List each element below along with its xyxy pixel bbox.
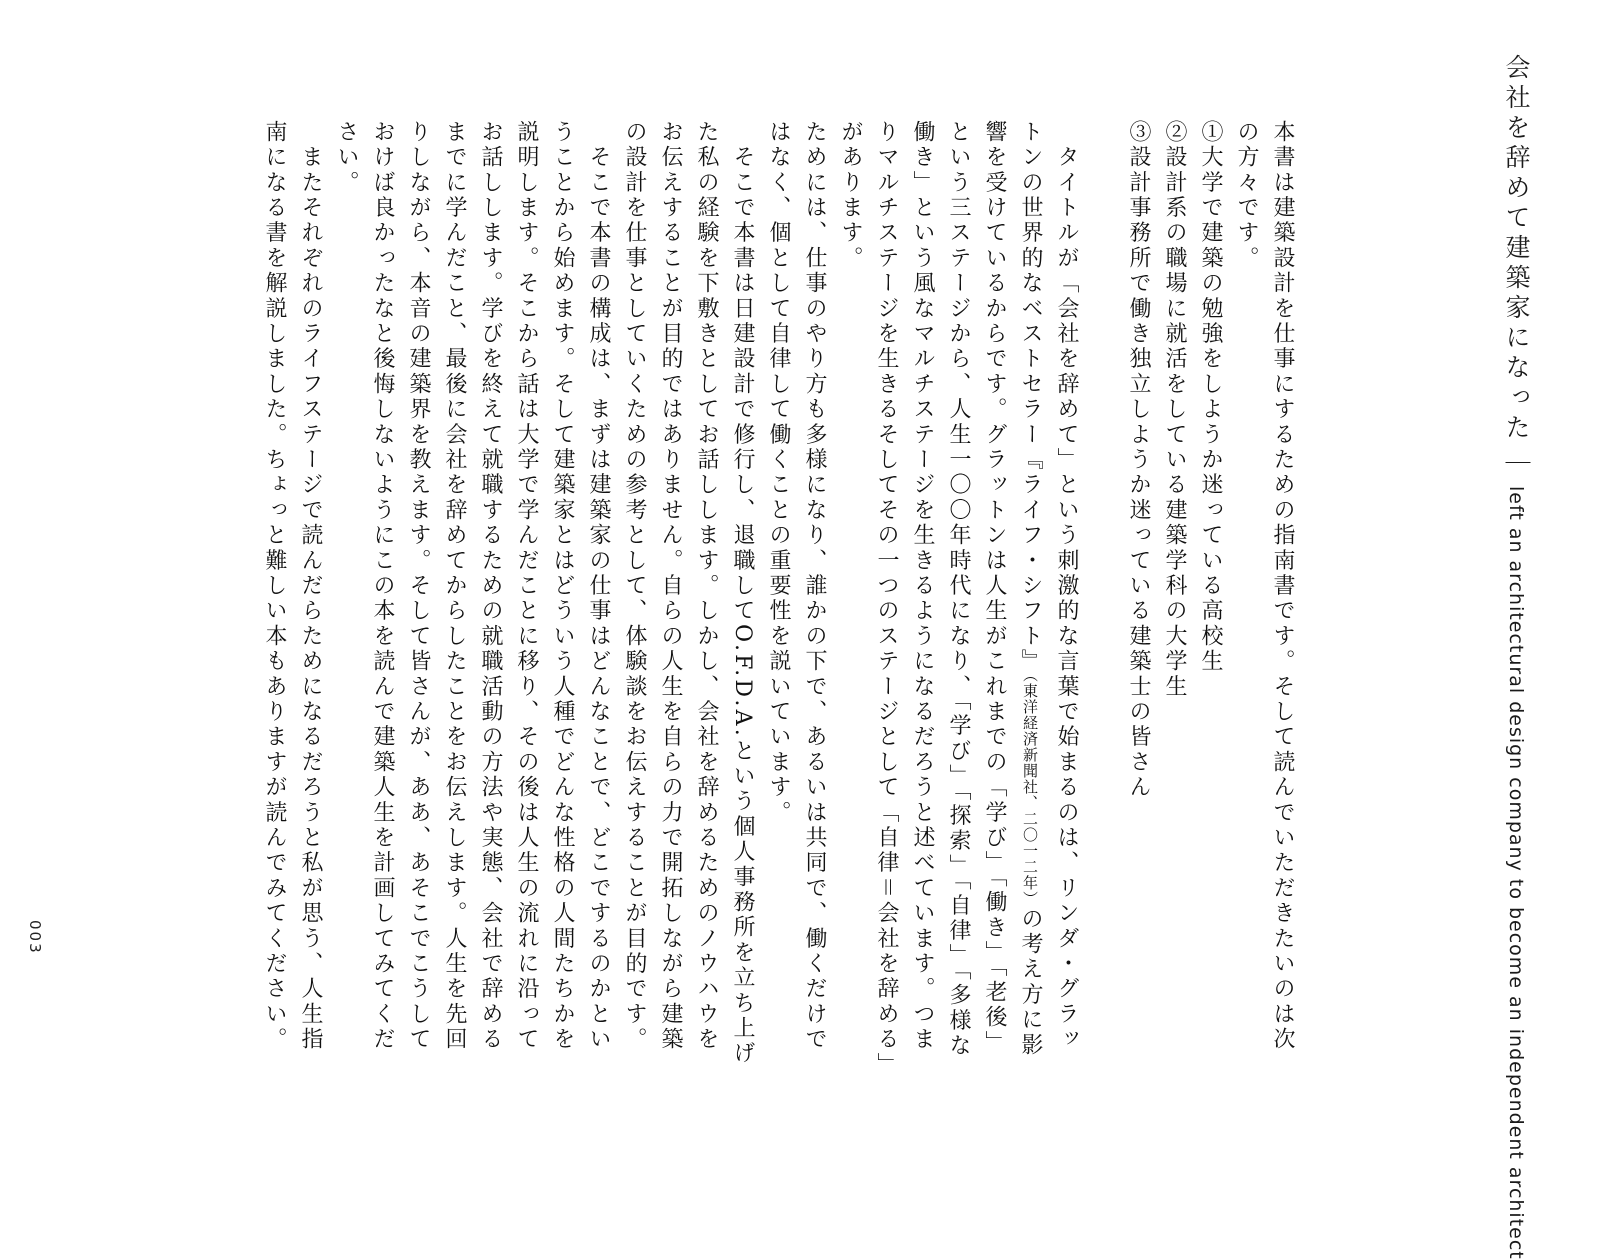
running-head-title-en: left an architectural design company to become an independent architect [1505, 486, 1527, 1260]
paragraph-title-explanation [832, 120, 1084, 1070]
paragraph-text: タイトルが「会社を辞めて」という刺激的な言葉で始まるのは、リンダ・グラットンの世界的なベストセラー『ライフ・シフト』 [1018, 120, 1079, 1053]
paragraph-text: そこで本書は日建設計で修行し、退職してO.F.D.A.という個人事務所を立ち上げた私の経験を下敷きとしてお話しします。しかし、会社を辞めるためのノウハウをお伝えすることが目的ではありません。自らの人生を自らの力で開拓しながら建築の設計を仕事としていくための参考として、体験談をお伝えすることが目的です。 [622, 120, 755, 1067]
citation-note: （東洋経済新聞社、二〇一二年） [1021, 674, 1039, 907]
paragraph-independence: ためには、仕事のやり方も多様になり、誰かの下で、あるいは共同で、働くだけではなく、個として自律して働くことの重要性を説いています。 [766, 120, 827, 1053]
running-head-separator: ｜ [1502, 450, 1531, 480]
paragraph-purpose [616, 120, 760, 1070]
paragraph-books [256, 120, 328, 1070]
body-text [160, 120, 1300, 1070]
paragraph-text: またそれぞれのライフステージで読んだらためになるだろうと私が思う、人生指南になる書を解説しました。ちょっと難しい本もありますが読んでみてください。 [262, 120, 323, 1053]
paragraph-text: そこで本書の構成は、まずは建築家の仕事はどんなことで、どこでするのかということから始めます。そして建築家とはどういう人種でどんな性格の人間たちかを説明します。そこから話は大学で学んだことに移り、その後は人生の流れに沿ってお話しします。学びを終えて就職するための就職活動の方法や実態、会社で辞めるまでに学んだこと、最後に会社を辞めてからしたことをお伝えします。人生を先回りしながら、本音の建築界を教えます。そして皆さんが、ああ、あそこでこうしておけば良かったなと後悔しないようにこの本を読んで建築人生を計画してみてください。 [334, 120, 611, 1053]
running-head-title-ja: 会社を辞めて建築家になった [1502, 54, 1531, 444]
list-item: ③設計事務所で働き独立しようか迷っている建築士の皆さん [1126, 120, 1151, 801]
paragraph-text: の考え方に影響を受けているからです。グラットンは人生がこれまでの「学び」「働き」「老後」という三ステージから、人生一〇〇年時代になり、「学び」「探索」「自律」「多様な働き」という風なマルチステージを生きるようになるだろうと述べています。つまりマルチステージを生きるそしてその一つのステージとして「自律＝会社を辞める」があります。 [838, 120, 1043, 1067]
page-number: 003 [26, 920, 44, 955]
running-head [1498, 54, 1534, 1260]
intro-paragraph: 本書は建築設計を仕事にするための指南書です。そして読んでいただきたいのは次の方々です。 [1234, 120, 1295, 1053]
paragraph-structure [328, 120, 616, 1070]
list-item: ②設計系の職場に就活をしている建築学科の大学生 [1162, 120, 1187, 700]
list-item: ①大学で建築の勉強をしようか迷っている高校生 [1198, 120, 1223, 675]
